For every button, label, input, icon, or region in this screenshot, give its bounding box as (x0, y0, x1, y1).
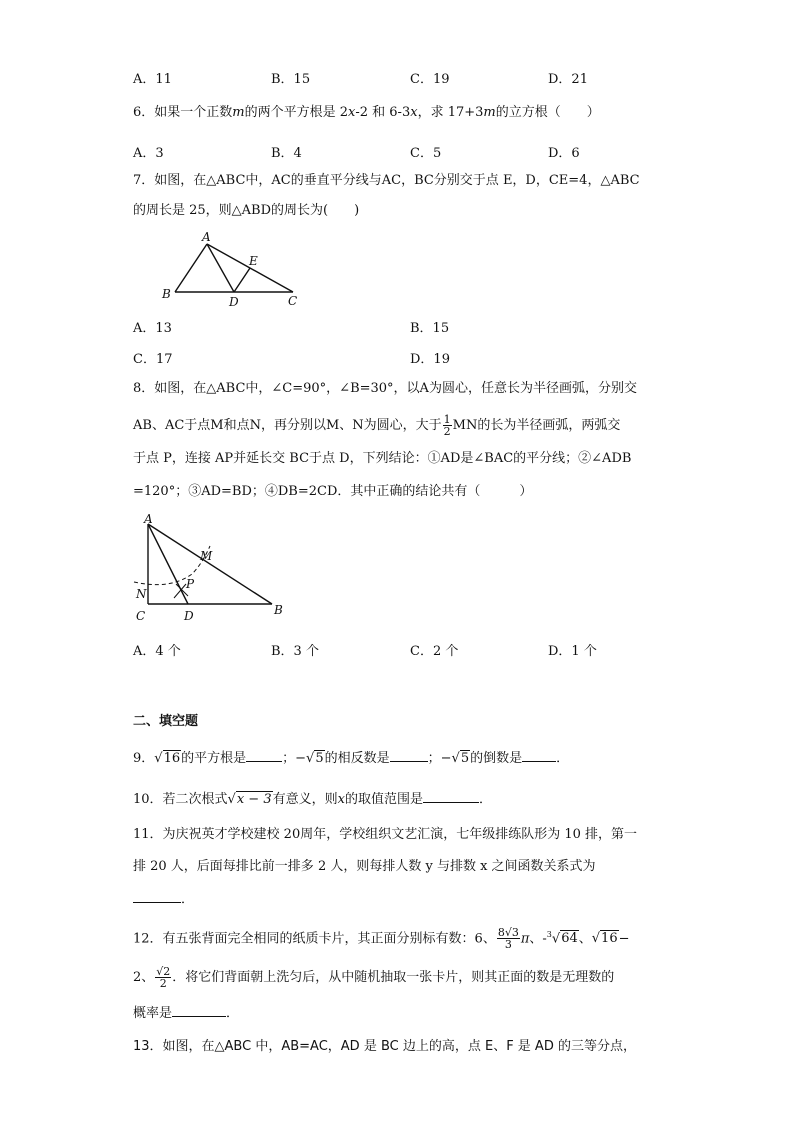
q8-label-b: B (274, 603, 283, 617)
q7-label-c: C (288, 294, 298, 308)
q12-question-line1: 12．有五张背面完全相同的纸质卡片，其正面分别标有数：6、 $\frac{8√3}{3}$ π、-$^3$√64、√16− (133, 926, 630, 952)
q8-question-line4: =120°；③AD=BD；④DB=2CD．其中正确的结论共有（ ） (133, 484, 533, 499)
q10-sqrt: √x − 3 (227, 792, 272, 807)
q12-question-line3: 概率是 ． (133, 1006, 240, 1021)
q9-sqrt-16: √16 (154, 751, 181, 766)
q8-side-ab (148, 524, 272, 604)
q12-sqrt-16: √16 (591, 931, 618, 947)
q7-label-a: A (202, 230, 211, 244)
q6-option-d: D．6 (548, 146, 580, 161)
q10-blank[interactable] (423, 790, 479, 803)
q8-option-b: B．3 个 (271, 644, 319, 659)
q9-question: 9．√16的平方根是 ；−√5的相反数是 ；−√5的倒数是 ． (133, 751, 570, 766)
q8-label-n: N (136, 587, 147, 601)
q7-side-ab (175, 244, 207, 292)
q7-option-b: B．15 (410, 321, 450, 336)
q10-question: 10．若二次根式√x − 3有意义，则x的取值范围是 ． (133, 792, 492, 807)
q8-label-c: C (136, 609, 146, 623)
q8-label-p: P (186, 577, 195, 591)
q8-question-line2: AB、AC于点M和点N，再分别以M、N为圆心，大于 $\frac{1}{2}$ MN的长为半径画弧，两弧交 (133, 413, 621, 438)
q5-option-a: A．11 (133, 72, 172, 87)
q8-label-m: M (200, 549, 213, 563)
q7-question-line1: 7．如图，在△ABC中，AC的垂直平分线与AC，BC分别交于点 E，D，CE=4，△ABC (133, 173, 640, 188)
q5-option-c: C．19 (410, 72, 450, 87)
q5-option-b: B．15 (271, 72, 311, 87)
q12-cbrt-64: $^3$√64 (546, 930, 578, 947)
q8-question-line3: 于点 P，连接 AP并延长交 BC于点 D，下列结论：①AD是∠BAC的平分线；②∠ADB (133, 451, 632, 466)
section-fill-in-title: 二、填空题 (133, 714, 199, 729)
q6-option-c: C．5 (410, 146, 442, 161)
q9-blank-1[interactable] (246, 749, 282, 762)
q7-option-c: C．17 (133, 352, 173, 367)
q13-question-line1: 13．如图，在△ABC 中，AB=AC，AD 是 BC 边上的高，点 E、F 是 AD 的三等分点， (133, 1039, 636, 1054)
q8-fraction-half: $\frac{1}{2}$ (443, 413, 451, 438)
q7-label-d: D (229, 295, 239, 309)
q8-option-a: A．4 个 (133, 644, 181, 659)
q7-segment-de (234, 268, 250, 292)
q8-arc-mn (134, 546, 210, 585)
q12-fraction-8root3: $\frac{8√3}{3}$ (497, 926, 519, 952)
q8-label-a: A (144, 512, 153, 526)
q9-blank-3[interactable] (522, 749, 556, 762)
q8-triangle-figure (130, 512, 300, 626)
q9-blank-2[interactable] (390, 749, 428, 762)
q7-triangle-figure (155, 226, 315, 312)
q12-blank[interactable] (172, 1004, 226, 1017)
q7-option-d: D．19 (410, 352, 450, 367)
q6-option-b: B．4 (271, 146, 302, 161)
q9-sqrt-5b: √5 (451, 751, 470, 766)
q8-option-c: C．2 个 (410, 644, 459, 659)
q11-question-line2: 排 20 人，后面每排比前一排多 2 人，则每排人数 y 与排数 x 之间函数关系式为 (133, 859, 596, 874)
q6-question: 6．如果一个正数m的两个平方根是 2x-2 和 6-3x，求 17+3m的立方根（ ） (133, 105, 600, 120)
q8-label-d: D (184, 609, 194, 623)
q7-label-e: E (249, 254, 258, 268)
q8-option-d: D．1 个 (548, 644, 597, 659)
q11-question-line1: 11．为庆祝英才学校建校 20周年，学校组织文艺汇演，七年级排练队形为 10 排，第一 (133, 827, 638, 842)
q5-option-d: D．21 (548, 72, 588, 87)
q8-question-line1: 8．如图，在△ABC中，∠C=90°，∠B=30°，以A为圆心，任意长为半径画弧，分别交 (133, 381, 637, 396)
q11-blank[interactable] (133, 890, 181, 903)
q8-segment-ad (148, 524, 188, 604)
q6-option-a: A．3 (133, 146, 164, 161)
q7-label-b: B (162, 287, 171, 301)
q12-question-line2: 2、 $\frac{√2}{2}$ ．将它们背面朝上洗匀后，从中随机抽取一张卡片，则其正面的数是无理数的 (133, 965, 615, 990)
q7-question-line2: 的周长是 25，则△ABD的周长为( ) (133, 203, 360, 218)
q12-fraction-root2: $\frac{√2}{2}$ (156, 965, 171, 990)
q9-sqrt-5a: √5 (306, 751, 324, 766)
q11-answer-line: ． (133, 890, 194, 909)
q7-option-a: A．13 (133, 321, 172, 336)
